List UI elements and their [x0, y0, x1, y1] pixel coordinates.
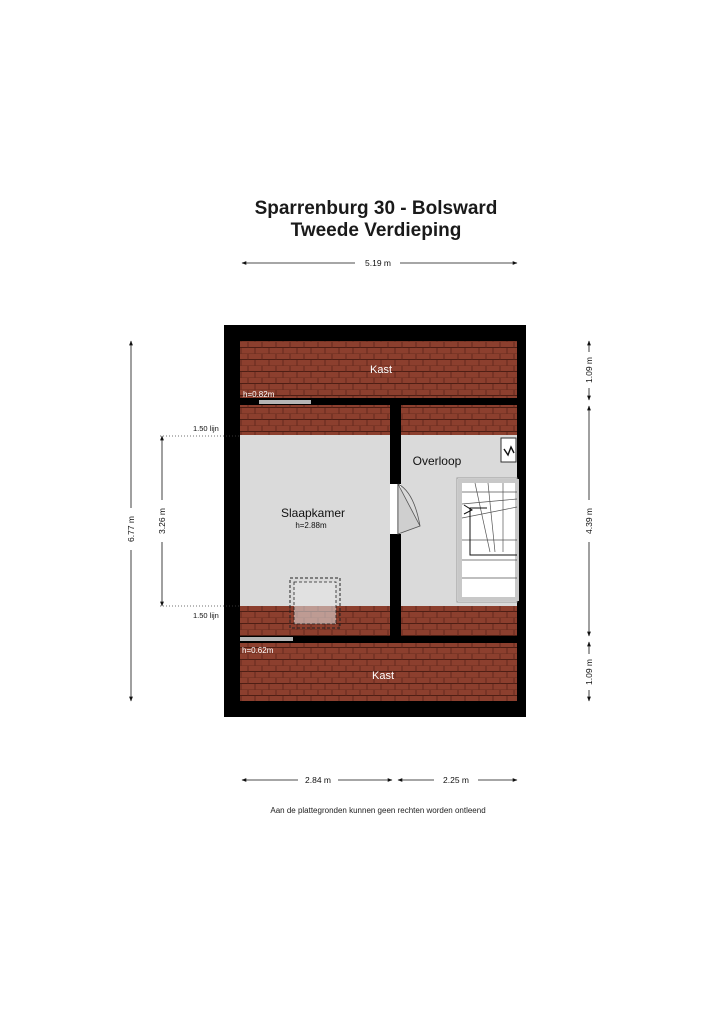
dim-inner-depth	[157, 436, 167, 606]
dim-bottom-right	[398, 775, 517, 785]
plan-subtitle: Tweede Verdieping	[290, 220, 462, 241]
dim-total-width	[242, 258, 517, 268]
svg-text:2.25 m: 2.25 m	[443, 775, 469, 785]
dim-right-top	[584, 341, 594, 400]
h-label-top: h=0.82m	[243, 390, 275, 399]
svg-text:2.84 m: 2.84 m	[305, 775, 331, 785]
staircase	[457, 478, 517, 602]
overloop-label: Overloop	[412, 454, 462, 468]
slaapkamer-height: h=2.88m	[295, 521, 327, 530]
svg-text:4.39 m: 4.39 m	[584, 508, 594, 534]
overloop-roof-bottom	[401, 606, 517, 636]
h-bar-top	[259, 400, 311, 404]
disclaimer: Aan de plattegronden kunnen geen rechten worden ontleend	[270, 806, 486, 815]
kast-bottom-label: Kast	[371, 670, 395, 682]
meter-cabinet	[501, 438, 516, 462]
lijn-label-bottom: 1.50 lijn	[193, 611, 219, 620]
kast-top-label: Kast	[369, 364, 393, 376]
svg-text:1.09 m: 1.09 m	[584, 357, 594, 383]
lijn-label-top: 1.50 lijn	[193, 424, 219, 433]
h-bar-bottom	[240, 637, 293, 641]
dim-bottom-left	[242, 775, 392, 785]
dim-right-bottom	[584, 642, 594, 701]
slaapkamer-label: Slaapkamer	[280, 506, 346, 520]
h-label-bottom: h=0.62m	[242, 646, 274, 655]
dim-right-mid	[584, 406, 594, 636]
dim-total-depth	[126, 341, 136, 701]
svg-text:1.09 m: 1.09 m	[584, 659, 594, 685]
plan-title: Sparrenburg 30 - Bolsward	[254, 198, 498, 219]
slaapkamer-roof-top	[240, 405, 390, 435]
svg-text:5.19 m: 5.19 m	[365, 258, 391, 268]
overloop-roof-top	[401, 405, 517, 435]
svg-text:6.77 m: 6.77 m	[126, 516, 136, 542]
svg-text:3.26 m: 3.26 m	[157, 508, 167, 534]
